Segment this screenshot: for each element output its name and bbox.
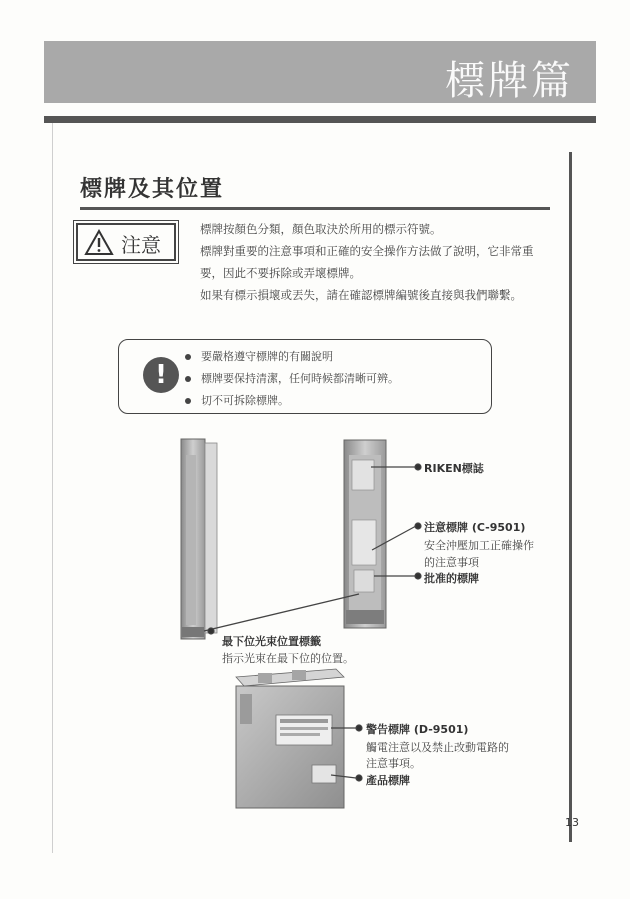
right-light-curtain-column [344,440,386,628]
caution-word: 注意 [121,233,161,257]
lowest-beam-label: 最下位光束位置標籤 [222,635,321,648]
section-title: 標牌及其位置 [80,177,225,202]
left-light-curtain-column [181,439,217,639]
caution-label-desc-2: 的注意事項 [424,556,479,569]
callout-dot-icon [356,725,362,731]
controller-box [236,669,344,808]
callout-dot-icon [415,573,421,579]
rule-item-text: 要嚴格遵守標牌的有關說明 [201,350,333,363]
exclamation-icon: ! [143,357,179,393]
rule-item-text: 標牌要保持清潔，任何時候都清晰可辨。 [201,372,399,385]
callout-dot-icon [415,464,421,470]
page-number: 13 [565,816,579,829]
caution-line-3: 要，因此不要拆除或弄壞標牌。 [200,266,361,280]
rule-item-text: 切不可拆除標牌。 [201,394,289,407]
caution-line-1: 標牌按顏色分類，顏色取決於所用的標示符號。 [200,222,442,236]
warning-label-desc-2: 注意事項。 [366,757,421,770]
approved-label-label: 批准的標牌 [424,572,479,585]
caution-line-2: 標牌對重要的注意事項和正確的安全操作方法做了說明，它非常重 [200,244,534,258]
callout-dot-icon [356,775,362,781]
caution-label-label: 注意標牌 (C-9501) [424,521,526,534]
callout-dot-icon [208,628,214,634]
warning-label-label: 警告標牌 (D-9501) [366,723,469,736]
lowest-beam-line [204,594,359,631]
caution-line-4: 如果有標示損壞或丟失，請在確認標牌編號後直接與我們聯繫。 [200,288,522,302]
callout-dot-icon [415,523,421,529]
banner-title: 標牌篇 [445,58,574,104]
riken-logo-label: RIKEN標誌 [424,462,484,475]
warning-label-desc-1: 觸電注意以及禁止改動電路的 [366,741,509,754]
product-label-label: 產品標牌 [366,774,410,787]
caution-label-desc-1: 安全沖壓加工正確操作 [424,539,534,552]
lowest-beam-desc: 指示光束在最下位的位置。 [222,652,354,665]
